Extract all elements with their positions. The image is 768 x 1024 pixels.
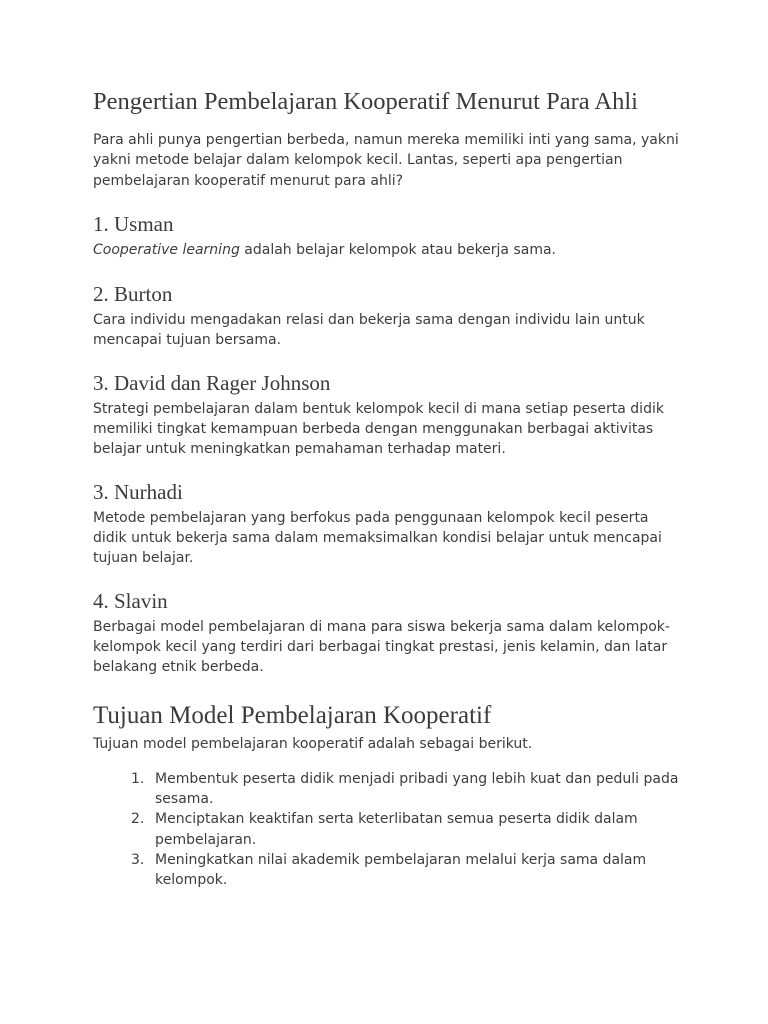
page-title: Pengertian Pembelajaran Kooperatif Menurut Para Ahli [93, 88, 638, 115]
expert-definition: Strategi pembelajaran dalam bentuk kelompok kecil di mana setiap peserta didik memiliki tingkat kemampuan berbeda dengan menggunakan berbagai aktivitas belajar untuk meningkatkan pemahaman terhadap materi. [93, 400, 664, 458]
expert-heading: 3. Nurhadi [93, 479, 183, 504]
list-item-text: Menciptakan keaktifan serta keterlibatan semua peserta didik dalam pembelajaran. [155, 811, 638, 848]
goals-list-item [93, 809, 685, 850]
goals-list-item [93, 850, 685, 891]
expert-term: Cooperative learning [93, 241, 240, 258]
expert-heading: 3. David dan Rager Johnson [93, 370, 331, 395]
expert-definition-text: adalah belajar kelompok atau bekerja sama. [239, 241, 557, 258]
expert-section-nurhadi [93, 479, 685, 569]
expert-definition: Cara individu mengadakan relasi dan bekerja sama dengan individu lain untuk mencapai tujuan bersama. [93, 312, 645, 349]
goals-intro: Tujuan model pembelajaran kooperatif adalah sebagai berikut. [93, 736, 533, 753]
expert-heading: 4. Slavin [93, 588, 168, 613]
list-number: 1. [131, 770, 145, 787]
list-number: 2. [131, 811, 145, 828]
expert-section-burton [93, 281, 685, 351]
expert-heading: 2. Burton [93, 282, 173, 307]
expert-section-slavin [93, 588, 685, 678]
list-item-text: Membentuk peserta didik menjadi pribadi yang lebih kuat dan peduli pada sesama. [155, 770, 679, 808]
list-item-text: Meningkatkan nilai akademik pembelajaran melalui kerja sama dalam kelompok. [155, 851, 647, 889]
list-number: 3. [131, 851, 145, 868]
document-page [93, 86, 685, 891]
expert-section-usman [93, 211, 685, 260]
goals-list [93, 769, 685, 891]
expert-heading: 1. Usman [93, 211, 174, 236]
expert-definition [93, 240, 685, 260]
goals-heading: Tujuan Model Pembelajaran Kooperatif [93, 702, 492, 730]
goals-list-item [93, 769, 685, 810]
expert-section-johnson [93, 370, 685, 460]
intro-paragraph: Para ahli punya pengertian berbeda, namun mereka memiliki inti yang sama, yakni yakni metode belajar dalam kelompok kecil. Lantas, seperti apa pengertian pembelajaran kooperatif menurut para ahli? [93, 132, 679, 189]
expert-definition: Berbagai model pembelajaran di mana para siswa bekerja sama dalam kelompok-kelompok kecil yang terdiri dari berbagai tingkat prestasi, jenis kelamin, dan latar belakang etnik berbeda. [93, 618, 670, 676]
expert-definition: Metode pembelajaran yang berfokus pada penggunaan kelompok kecil peserta didik untuk bekerja sama dalam memaksimalkan kondisi belajar untuk mencapai tujuan belajar. [93, 509, 662, 567]
